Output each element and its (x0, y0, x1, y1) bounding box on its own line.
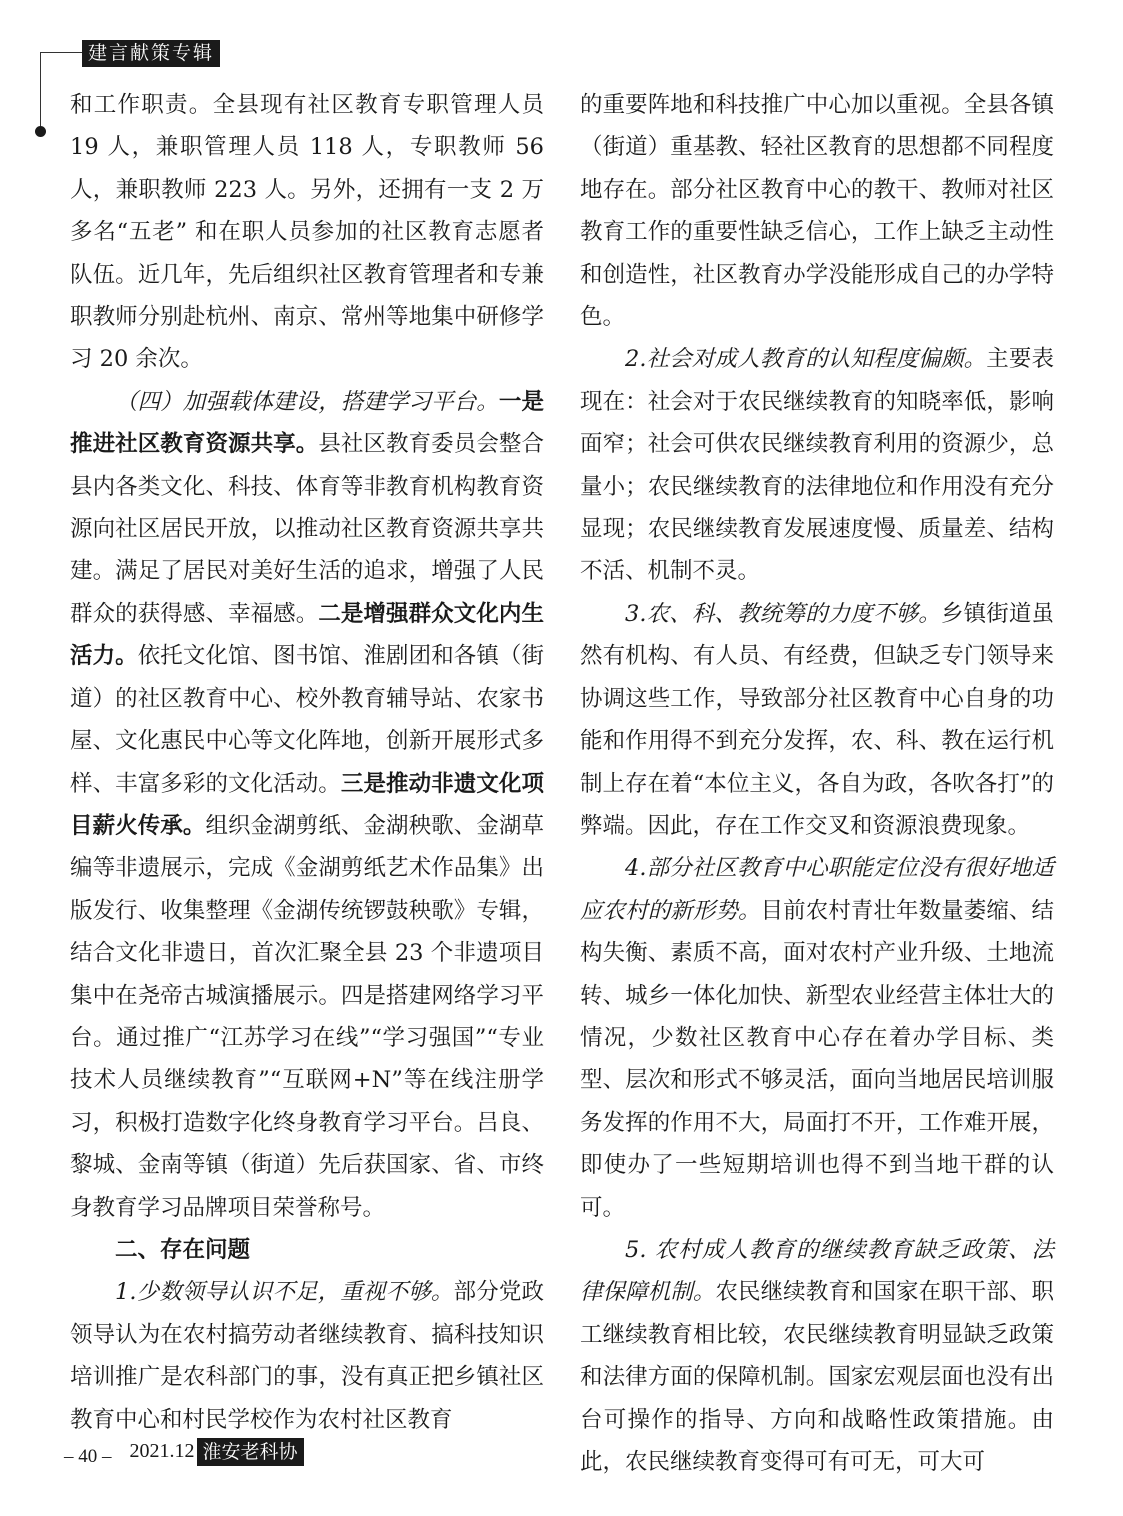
point-1-text: 县社区教育委员会整合县内各类文化、科技、体育等非教育机构教育资源向社区居民开放，以推动社区教育资源共享共建。满足了居民对美好生活的追求，增强了人民群众的获得感、幸福感。 (70, 431, 544, 627)
bold-point-3: 三是推动非遗文化项目薪火传承。 (70, 770, 544, 839)
paragraph-problem-3 (580, 593, 1054, 847)
problem-5-text: 农民继续教育和国家在职干部、职工继续教育相比较，农民继续教育明显缺乏政策和法律方面的保障机制。国家宏观层面也没有出台可操作的指导、方向和战略性政策措施。由此，农民继续教育变得可有可无，可大可 (580, 1279, 1054, 1475)
left-column (70, 84, 544, 1441)
problem-4-text: 目前农村青壮年数量萎缩、结构失衡、素质不高，面对农村产业升级、土地流转、城乡一体化加快、新型农业经营主体壮大的情况，少数社区教育中心存在着办学目标、类型、层次和形式不够灵活，面向当地居民培训服务发挥的作用不大，局面打不开，工作难开展，即使办了一些短期培训也得不到当地干群的认可。 (580, 897, 1054, 1221)
bold-point-2: 二是增强群众文化内生活力。 (70, 600, 544, 670)
paragraph-carrier-construction (70, 381, 544, 1229)
journal-name: 淮安老科协 (197, 1438, 304, 1466)
issue-date: 2021.12 (129, 1440, 195, 1462)
header-rule-horizontal (40, 52, 82, 53)
paragraph-problem-5 (580, 1229, 1054, 1483)
paragraph-continued: 和工作职责。全县现有社区教育专职管理人员 19 人，兼职管理人员 118 人，专职教师 56 人，兼职教师 223 人。另外，还拥有一支 2 万多名“五老” 和在职人员参加的社区教育志愿者队伍。近几年，先后组织社区教育管理者和专兼职教师分别赴杭州、南京、常州等地集中研修学习 20 余次。 (70, 92, 544, 373)
point-2-text: 依托文化馆、图书馆、淮剧团和各镇（街道）的社区教育中心、校外教育辅导站、农家书屋、文化惠民中心等文化阵地，创新开展形式多样、丰富多彩的文化活动。 (70, 643, 544, 797)
section-tag: 建言献策专辑 (82, 40, 220, 67)
header-bullet-dot (35, 126, 46, 137)
paragraph-problem-4 (580, 847, 1054, 1229)
point-3-text: 组织金湖剪纸、金湖秧歌、金湖草编等非遗展示，完成《金湖剪纸艺术作品集》出版发行、收集整理《金湖传统锣鼓秧歌》专辑，结合文化非遗日，首次汇聚全县 23 个非遗项目集中在尧帝古城演播展示。四是搭建网络学习平台。通过推广“江苏学习在线”“学习强国”“专业技术人员继续教育”“互联网+N”等在线注册学习，积极打造数字化终身教育学习平台。吕良、黎城、金南等镇（街道）先后获国家、省、市终身教育学习品牌项目荣誉称号。 (70, 812, 544, 1221)
problem-1-heading: 1.少数领导认识不足，重视不够。 (115, 1279, 454, 1306)
problem-2-heading: 2.社会对成人教育的认知程度偏颇。 (625, 346, 987, 373)
page-number: – 40 – (64, 1446, 112, 1467)
section-heading-problems: 二、存在问题 (115, 1236, 251, 1263)
problem-2-text: 主要表现在：社会对于农民继续教育的知晓率低，影响面窄；社会可供农民继续教育利用的资源少，总量小；农民继续教育的法律地位和作用没有充分显现；农民继续教育发展速度慢、质量差、结构不活、机制不灵。 (580, 346, 1054, 585)
header-rule-vertical (40, 52, 41, 132)
paragraph-problem-2 (580, 338, 1054, 592)
bold-point-1: 一是推进社区教育资源共享。 (70, 388, 544, 458)
problem-3-text: 乡镇街道虽然有机构、有人员、有经费，但缺乏专门领导来协调这些工作，导致部分社区教育中心自身的功能和作用得不到充分发挥，农、科、教在运行机制上存在着“本位主义，各自为政，各吹各打”的弊端。因此，存在工作交叉和资源浪费现象。 (580, 600, 1054, 839)
problem-3-heading: 3.农、科、教统筹的力度不够。 (625, 600, 941, 627)
paragraph-continued-right: 的重要阵地和科技推广中心加以重视。全县各镇（街道）重基教、轻社区教育的思想都不同程度地存在。部分社区教育中心的教干、教师对社区教育工作的重要性缺乏信心，工作上缺乏主动性和创造性，社区教育办学没能形成自己的办学特色。 (580, 92, 1054, 331)
problem-1-text: 部分党政领导认为在农村搞劳动者继续教育、搞科技知识培训推广是农科部门的事，没有真正把乡镇社区教育中心和村民学校作为农村社区教育 (70, 1279, 544, 1433)
problem-4-heading: 4.部分社区教育中心职能定位没有很好地适应农村的新形势。 (580, 855, 1054, 924)
right-column (580, 84, 1054, 1483)
page-footer (64, 1436, 304, 1468)
subsection-heading: （四）加强载体建设，搭建学习平台。 (115, 388, 499, 415)
problem-5-heading: 5. 农村成人教育的继续教育缺乏政策、法律保障机制。 (580, 1236, 1054, 1306)
paragraph-problem-1 (70, 1271, 544, 1441)
